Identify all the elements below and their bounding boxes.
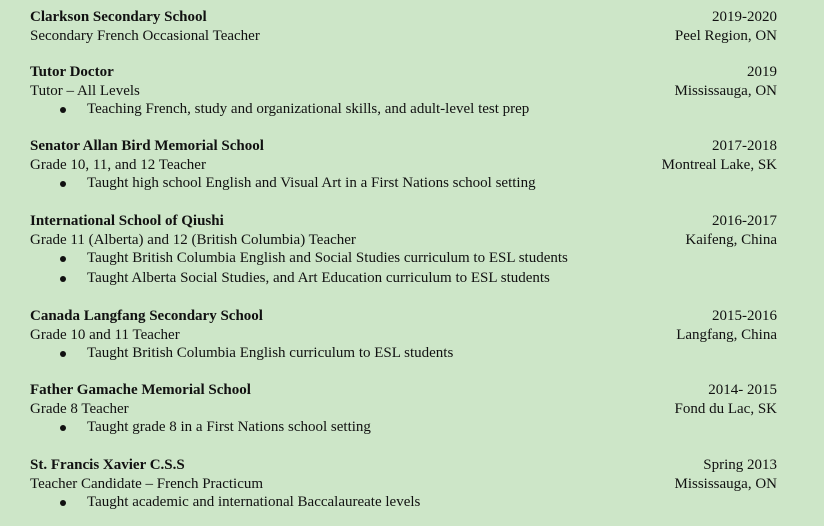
role-title: Grade 10, 11, and 12 Teacher bbox=[30, 156, 206, 173]
entry-header-row bbox=[30, 137, 777, 156]
location: Langfang, China bbox=[676, 326, 777, 343]
duties-list bbox=[30, 174, 777, 194]
employment-dates: 2019-2020 bbox=[712, 9, 777, 25]
employment-dates: Spring 2013 bbox=[703, 457, 777, 473]
organization-name: Senator Allan Bird Memorial School bbox=[30, 138, 264, 154]
role-title: Teacher Candidate – French Practicum bbox=[30, 475, 264, 492]
location: Montreal Lake, SK bbox=[661, 156, 777, 173]
role-title: Grade 11 (Alberta) and 12 (British Columbia) Teacher bbox=[30, 231, 356, 248]
entry-header-row bbox=[30, 63, 777, 82]
duties-list bbox=[30, 493, 777, 513]
bullet-icon bbox=[60, 276, 66, 282]
duty-text: Teaching French, study and organizational skills, and adult-level test prep bbox=[87, 101, 530, 117]
entry-role-row bbox=[30, 475, 777, 494]
role-title: Secondary French Occasional Teacher bbox=[30, 27, 260, 44]
experience-entry bbox=[30, 8, 777, 45]
duties-list bbox=[30, 100, 777, 120]
employment-dates: 2019 bbox=[747, 64, 777, 80]
organization-name: Clarkson Secondary School bbox=[30, 9, 207, 25]
bullet-icon bbox=[60, 181, 66, 187]
duty-item bbox=[30, 100, 777, 120]
organization-name: International School of Qiushi bbox=[30, 213, 224, 229]
entry-header-row bbox=[30, 307, 777, 326]
employment-dates: 2017-2018 bbox=[712, 138, 777, 154]
duty-item bbox=[30, 174, 777, 194]
bullet-icon bbox=[60, 351, 66, 357]
duties-list bbox=[30, 249, 777, 288]
bullet-icon bbox=[60, 425, 66, 431]
duty-item bbox=[30, 344, 777, 364]
experience-entry bbox=[30, 456, 777, 513]
duty-text: Taught British Columbia English and Social Studies curriculum to ESL students bbox=[87, 250, 568, 266]
duty-text: Taught Alberta Social Studies, and Art Education curriculum to ESL students bbox=[87, 269, 550, 286]
experience-entry bbox=[30, 307, 777, 364]
role-title: Grade 10 and 11 Teacher bbox=[30, 326, 180, 343]
organization-name: St. Francis Xavier C.S.S bbox=[30, 457, 185, 473]
location: Mississauga, ON bbox=[674, 475, 777, 492]
entry-header-row bbox=[30, 381, 777, 400]
location: Peel Region, ON bbox=[674, 27, 777, 44]
entry-header-row bbox=[30, 8, 777, 27]
duty-text: Taught grade 8 in a First Nations school setting bbox=[87, 419, 371, 435]
duty-text: Taught British Columbia English curriculum to ESL students bbox=[87, 345, 454, 361]
entry-role-row bbox=[30, 82, 777, 101]
duty-item bbox=[30, 493, 777, 513]
location: Kaifeng, China bbox=[685, 231, 777, 248]
duty-item bbox=[30, 418, 777, 438]
employment-dates: 2015-2016 bbox=[712, 308, 777, 324]
duties-list bbox=[30, 344, 777, 364]
location: Fond du Lac, SK bbox=[674, 400, 777, 417]
entry-role-row bbox=[30, 326, 777, 345]
bullet-icon bbox=[60, 256, 66, 262]
entry-role-row bbox=[30, 156, 777, 175]
organization-name: Father Gamache Memorial School bbox=[30, 382, 251, 398]
employment-dates: 2014- 2015 bbox=[708, 382, 777, 398]
experience-entry bbox=[30, 137, 777, 194]
duties-list bbox=[30, 418, 777, 438]
entry-role-row bbox=[30, 27, 777, 46]
duty-text: Taught academic and international Baccalaureate levels bbox=[87, 494, 421, 510]
duty-text: Taught high school English and Visual Art in a First Nations school setting bbox=[87, 175, 536, 191]
employment-dates: 2016-2017 bbox=[712, 213, 777, 229]
entry-role-row bbox=[30, 400, 777, 419]
bullet-icon bbox=[60, 107, 66, 113]
organization-name: Tutor Doctor bbox=[30, 64, 114, 80]
role-title: Grade 8 Teacher bbox=[30, 400, 129, 417]
experience-entry bbox=[30, 381, 777, 438]
entry-header-row bbox=[30, 456, 777, 475]
entry-header-row bbox=[30, 212, 777, 231]
location: Mississauga, ON bbox=[674, 82, 777, 99]
role-title: Tutor – All Levels bbox=[30, 82, 140, 99]
entry-role-row bbox=[30, 231, 777, 250]
duty-item bbox=[30, 249, 777, 269]
organization-name: Canada Langfang Secondary School bbox=[30, 308, 263, 324]
duty-item bbox=[30, 269, 777, 289]
experience-entry bbox=[30, 63, 777, 120]
bullet-icon bbox=[60, 500, 66, 506]
experience-entry bbox=[30, 212, 777, 288]
